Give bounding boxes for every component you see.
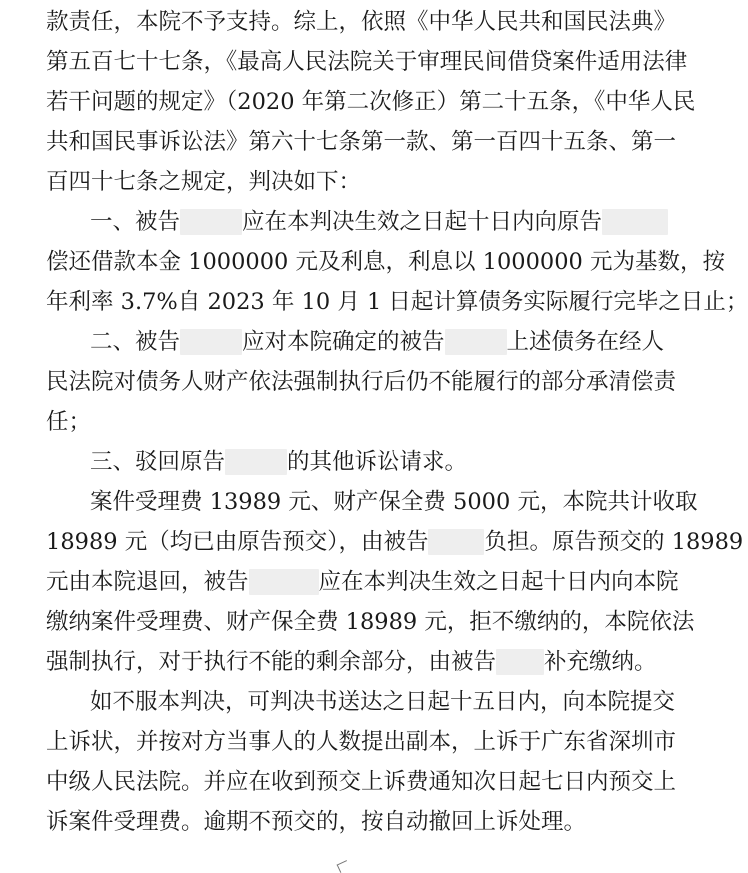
text-fragment: 应对本院确定的被告 xyxy=(242,329,445,355)
text-line: 案件受理费 13989 元、财产保全费 5000 元，本院共计收取 xyxy=(90,489,698,515)
text-fragment: 三、驳回原告 xyxy=(90,449,226,475)
redacted-name xyxy=(428,529,484,555)
text-fragment: 补充缴纳。 xyxy=(544,649,657,675)
text-line: 诉案件受理费。逾期不预交的，按自动撤回上诉处理。 xyxy=(46,809,587,835)
text-line: 缴纳案件受理费、财产保全费 18989 元，拒不缴纳的，本院依法 xyxy=(46,609,695,635)
redacted-name xyxy=(180,329,242,355)
text-line: 第五百七十七条，《最高人民法院关于审理民间借贷案件适用法律 xyxy=(46,49,688,75)
redacted-name xyxy=(225,449,287,475)
text-fragment: 18989 元（均已由原告预交），由被告 xyxy=(46,529,429,555)
redacted-name xyxy=(602,209,668,235)
text-line: 年利率 3.7%自 2023 年 10 月 1 日起计算债务实际履行完毕之日止； xyxy=(46,289,748,315)
redacted-name xyxy=(180,209,242,235)
text-line: 中级人民法院。并应在收到预交上诉费通知次日起七日内预交上 xyxy=(46,769,677,795)
text-line xyxy=(46,642,657,682)
text-line: 如不服本判决，可判决书送达之日起十五日内，向本院提交 xyxy=(90,689,676,715)
stamp-edge-mark xyxy=(337,860,351,873)
text-fragment: 一、被告 xyxy=(90,209,181,235)
text-line: 若干问题的规定》（2020 年第二次修正）第二十五条，《中华人民 xyxy=(46,89,696,115)
text-fragment: 应在本判决生效之日起十日内向本院 xyxy=(318,569,679,595)
text-line: 任； xyxy=(46,409,92,435)
judgment-item-3 xyxy=(90,442,467,482)
redacted-name xyxy=(445,329,507,355)
text-fragment: 的其他诉讼请求。 xyxy=(287,449,468,475)
text-fragment: 应在本判决生效之日起十日内向原告 xyxy=(242,209,603,235)
text-fragment: 负担。原告预交的 18989 xyxy=(484,529,744,555)
text-line: 百四十七条之规定，判决如下： xyxy=(46,169,362,195)
redacted-name xyxy=(496,649,544,675)
text-line: 民法院对债务人财产依法强制执行后仍不能履行的部分承清偿责 xyxy=(46,369,677,395)
text-line: 上诉状，并按对方当事人的人数提出副本，上诉于广东省深圳市 xyxy=(46,729,677,755)
text-line: 共和国民事诉讼法》第六十七条第一款、第一百四十五条、第一 xyxy=(46,129,677,155)
text-line xyxy=(46,522,743,562)
text-line: 偿还借款本金 1000000 元及利息，利息以 1000000 元为基数，按 xyxy=(46,249,726,275)
text-fragment: 强制执行，对于执行不能的剩余部分，由被告 xyxy=(46,649,497,675)
text-line xyxy=(46,562,679,602)
text-fragment: 元由本院退回，被告 xyxy=(46,569,249,595)
judgment-item-2 xyxy=(90,322,664,362)
text-fragment: 二、被告 xyxy=(90,329,181,355)
judgment-item-1 xyxy=(90,202,668,242)
text-fragment: 上述债务在经人 xyxy=(506,329,665,355)
redacted-name xyxy=(249,569,319,595)
text-line: 款责任，本院不予支持。综上，依照《中华人民共和国民法典》 xyxy=(46,9,677,35)
